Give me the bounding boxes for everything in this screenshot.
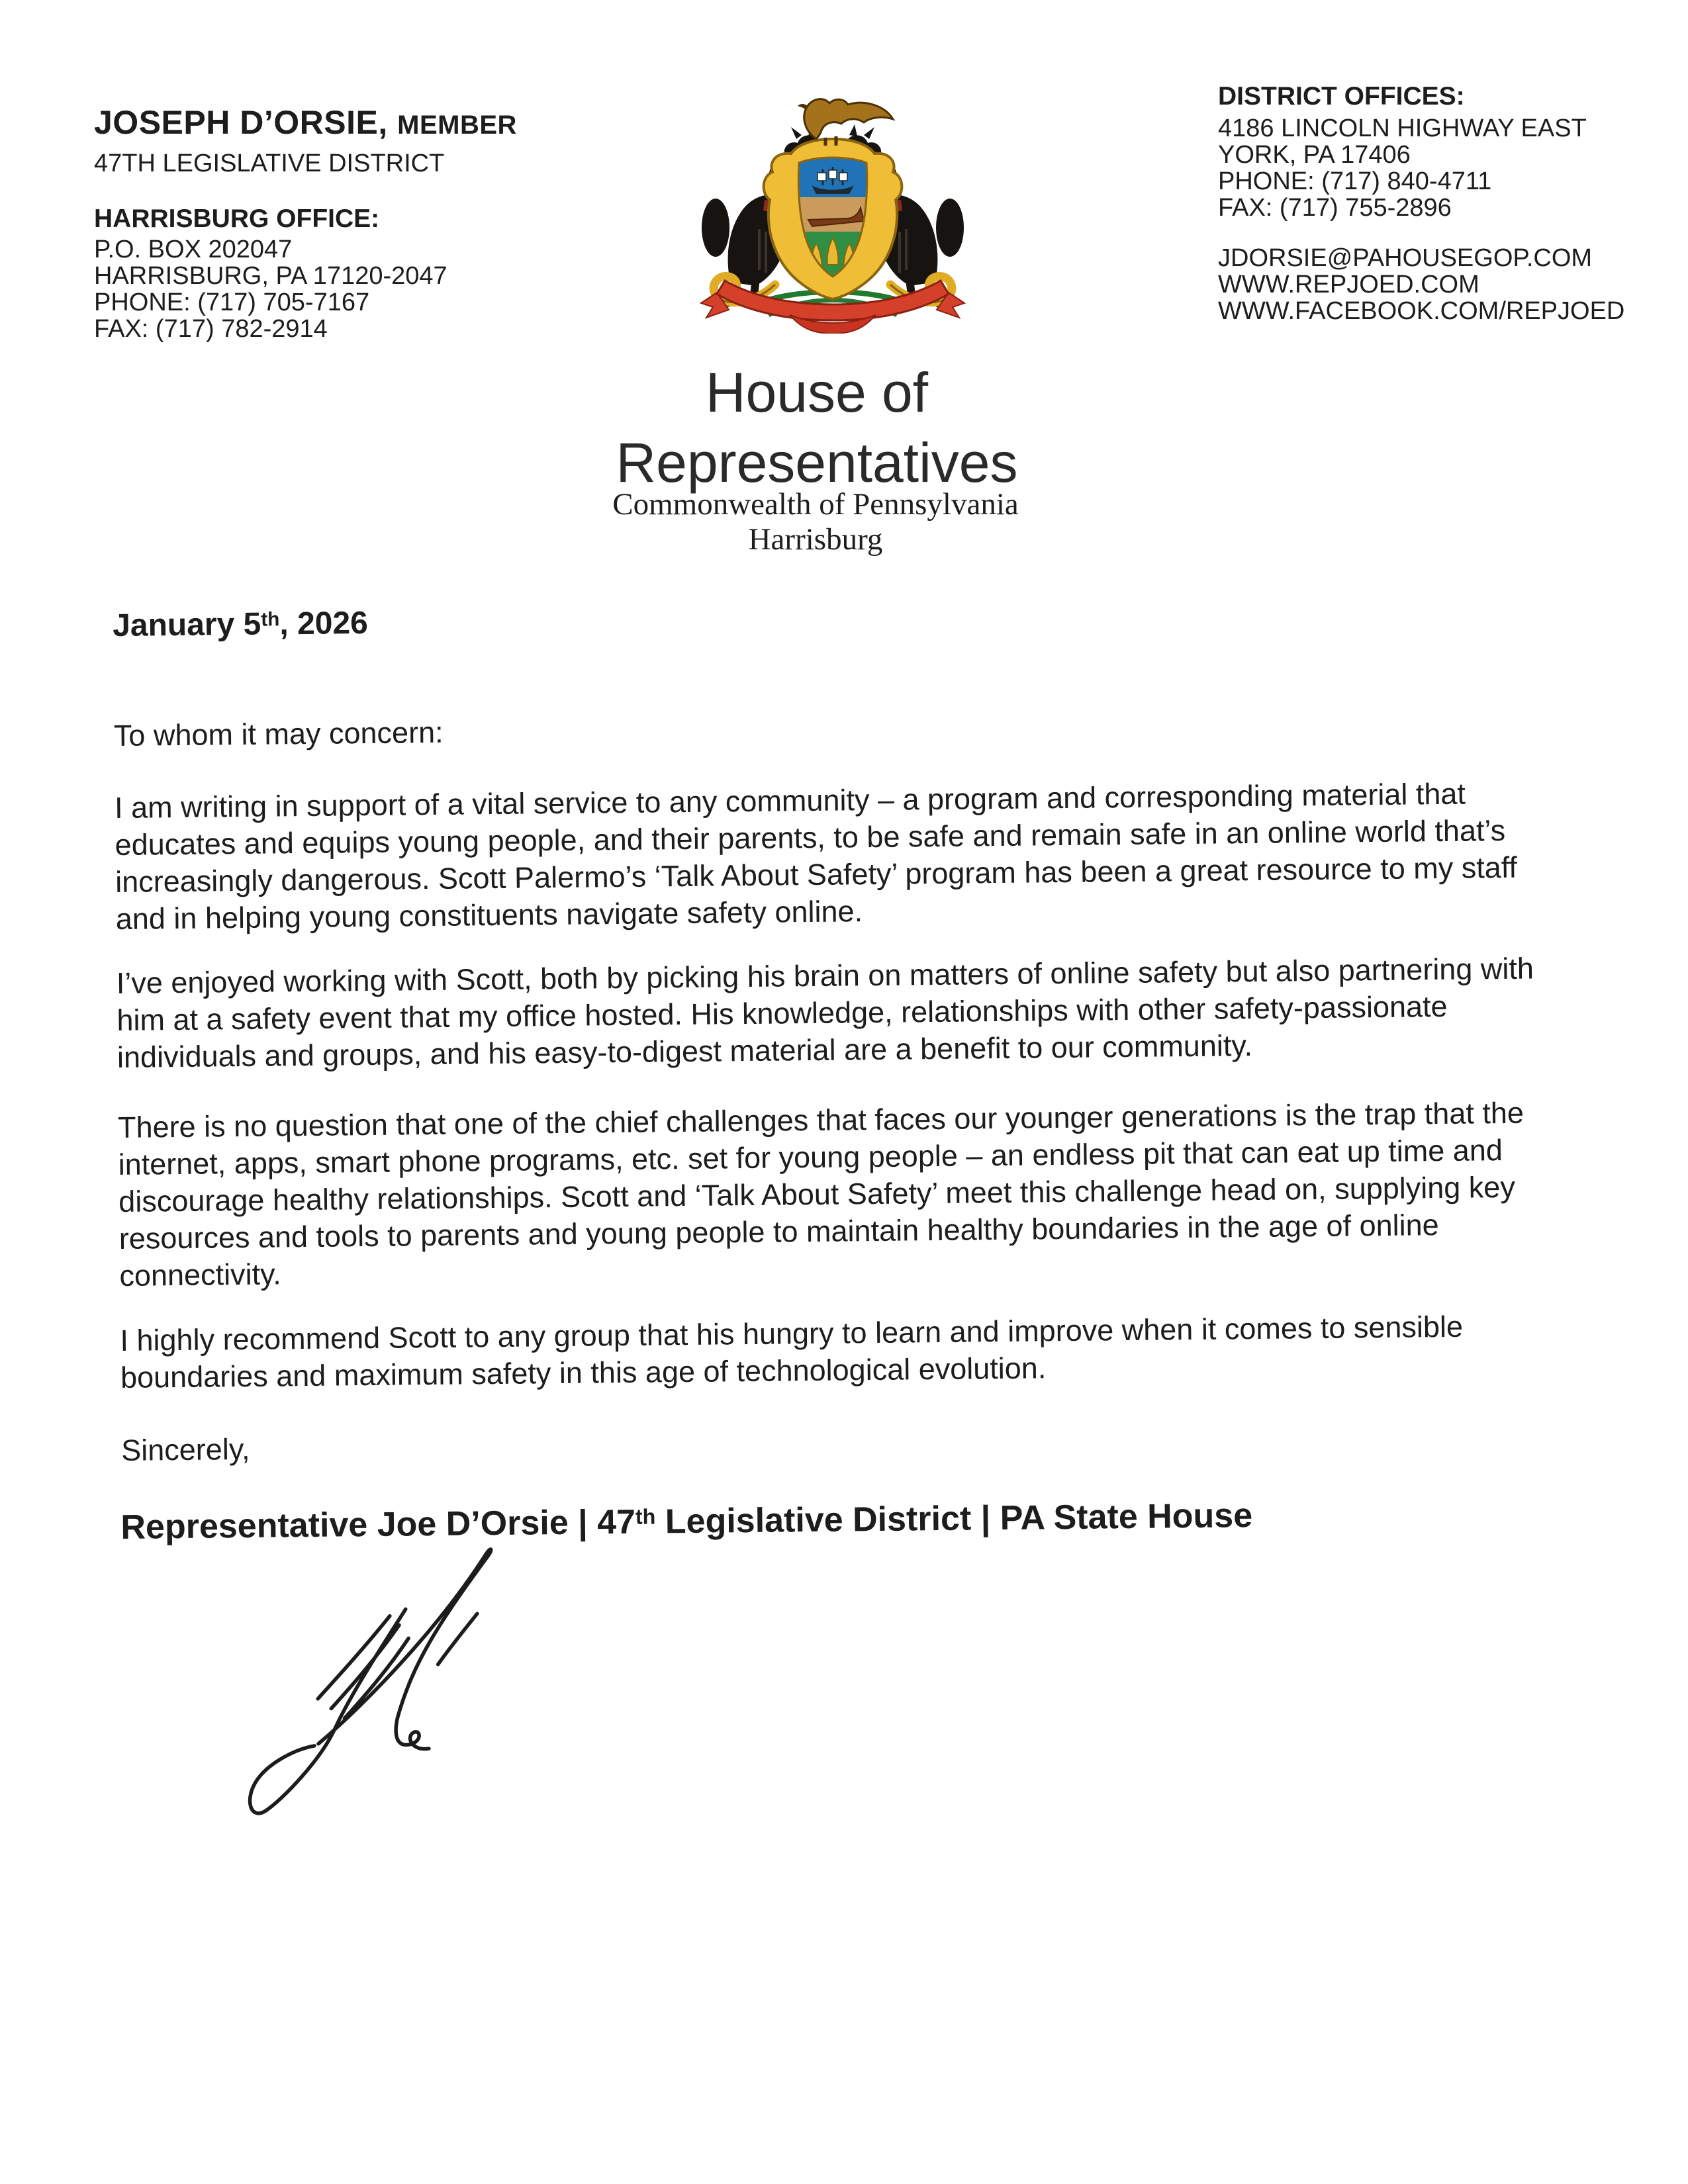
paragraph-line: individuals and groups, and his easy-to-digest material are a benefit to our community. bbox=[117, 1028, 1253, 1074]
org-title-line1: House of bbox=[705, 361, 929, 424]
address-line: FAX: (717) 782-2914 bbox=[94, 315, 328, 343]
paragraph-4 bbox=[120, 1308, 1464, 1396]
paragraph-1 bbox=[115, 775, 1518, 938]
letter-date: January 5th, 2026 bbox=[112, 605, 369, 643]
signature-title-line: Representative Joe D’Orsie | 47th Legislative District | PA State House bbox=[120, 1496, 1253, 1547]
member-name: JOSEPH D’ORSIE, MEMBER bbox=[94, 104, 517, 141]
facebook-line: WWW.FACEBOOK.COM/REPJOED bbox=[1218, 297, 1625, 325]
paragraph-line: I highly recommend Scott to any group that his hungry to learn and improve when it comes to sensible bbox=[120, 1309, 1464, 1357]
harrisburg-office-heading: HARRISBURG OFFICE: bbox=[94, 205, 380, 233]
city-line: Harrisburg bbox=[748, 522, 883, 557]
paragraph-3 bbox=[118, 1095, 1526, 1295]
member-district: 47TH LEGISLATIVE DISTRICT bbox=[94, 150, 445, 177]
address-line: YORK, PA 17406 bbox=[1218, 141, 1411, 169]
paragraph-line: discourage healthy relationships. Scott and ‘Talk About Safety’ meet this challenge head on, supplying key bbox=[118, 1169, 1516, 1218]
address-line: PHONE: (717) 840-4711 bbox=[1218, 167, 1492, 195]
closing: Sincerely, bbox=[120, 1432, 250, 1467]
paragraph-line: I’ve enjoyed working with Scott, both by picking his brain on matters of online safety but also partnering with bbox=[116, 951, 1534, 1000]
paragraph-line: I am writing in support of a vital service to any community – a program and corresponding material that bbox=[114, 776, 1466, 825]
address-line: HARRISBURG, PA 17120-2047 bbox=[94, 262, 447, 290]
paragraph-line: him at a safety event that my office hosted. His knowledge, relationships with other safety-passionate bbox=[117, 989, 1448, 1037]
address-line: FAX: (717) 755-2896 bbox=[1218, 194, 1452, 222]
paragraph-2 bbox=[117, 950, 1535, 1076]
paragraph-line: and in helping young constituents navigate safety online. bbox=[115, 894, 863, 936]
address-line: 4186 LINCOLN HIGHWAY EAST bbox=[1218, 114, 1587, 142]
org-title-line2: Representatives bbox=[616, 432, 1018, 494]
paragraph-line: educates and equips young people, and their parents, to be safe and remain safe in an online world that’s bbox=[115, 813, 1506, 862]
district-offices-heading: DISTRICT OFFICES: bbox=[1218, 82, 1465, 111]
address-line: PHONE: (717) 705-7167 bbox=[94, 289, 370, 316]
address-line: P.O. BOX 202047 bbox=[94, 236, 293, 263]
salutation: To whom it may concern: bbox=[113, 715, 444, 752]
paragraph-line: resources and tools to parents and young people to maintain healthy boundaries in the age of online bbox=[118, 1208, 1439, 1255]
paragraph-line: connectivity. bbox=[119, 1257, 281, 1293]
paragraph-line: boundaries and maximum safety in this age of technological evolution. bbox=[120, 1351, 1047, 1394]
paragraph-line: There is no question that one of the chief challenges that faces our younger generations is the trap that the bbox=[117, 1095, 1524, 1144]
commonwealth-line: Commonwealth of Pennsylvania bbox=[612, 487, 1019, 522]
email-line: JDORSIE@PAHOUSEGOP.COM bbox=[1218, 244, 1593, 272]
signature-scribble bbox=[218, 1543, 506, 1824]
website-line: WWW.REPJOED.COM bbox=[1218, 271, 1479, 298]
paragraph-line: increasingly dangerous. Scott Palermo’s ‘Talk About Safety’ program has been a great resource to my staff bbox=[115, 850, 1518, 899]
member-title: MEMBER bbox=[397, 111, 517, 140]
paragraph-line: internet, apps, smart phone programs, etc. set for young people – an endless pit that can eat up time and bbox=[118, 1133, 1503, 1181]
